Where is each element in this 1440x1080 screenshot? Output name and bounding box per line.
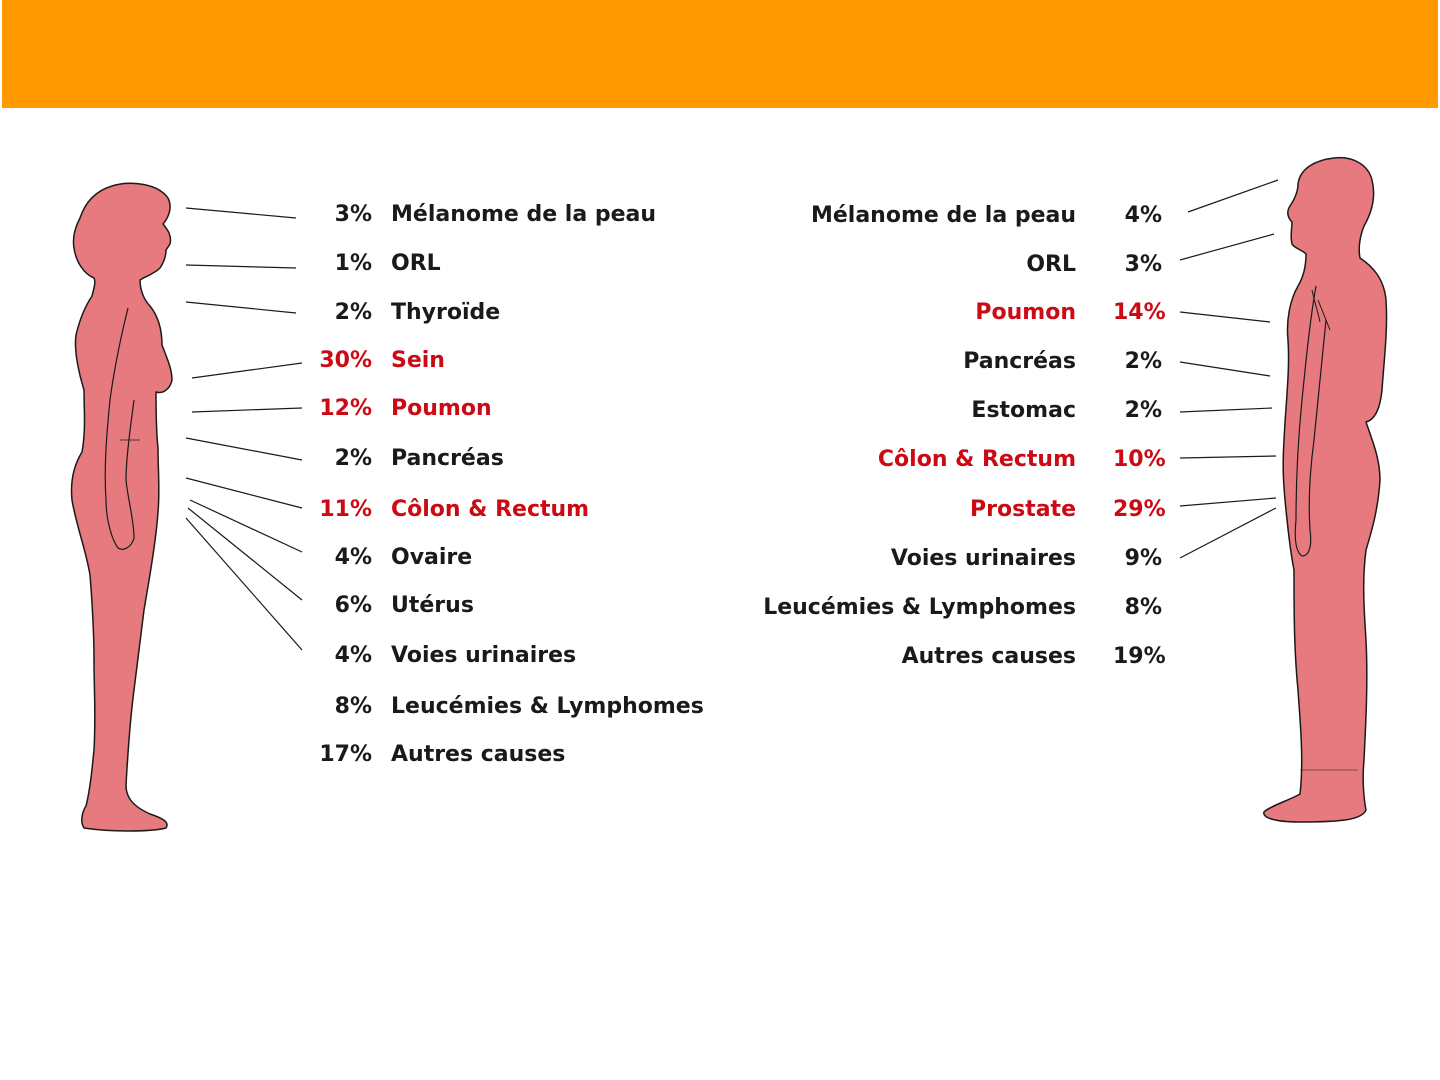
- male-item-pct: 3%: [1124, 251, 1162, 277]
- male-item-label: ORL: [1026, 251, 1076, 277]
- female-item-leucemies: [300, 691, 704, 721]
- female-item-sein: [300, 345, 445, 375]
- female-item-label: Pancréas: [391, 445, 504, 471]
- male-item-poumon: [700, 297, 1166, 327]
- female-item-pct: 17%: [319, 741, 372, 767]
- female-item-pct: 2%: [334, 299, 372, 325]
- male-item-pct: 29%: [1113, 496, 1166, 522]
- leader-line: [190, 500, 302, 552]
- female-item-colon-rectum: [300, 494, 589, 524]
- leader-line: [1180, 312, 1270, 322]
- male-item-pct: 9%: [1124, 545, 1162, 571]
- female-item-pct: 8%: [334, 693, 372, 719]
- female-item-label: Utérus: [391, 592, 474, 618]
- female-body-silhouette: [71, 183, 172, 831]
- male-item-label: Poumon: [975, 299, 1076, 325]
- male-item-pct: 19%: [1113, 643, 1166, 669]
- male-item-orl: [700, 249, 1162, 279]
- male-item-label: Pancréas: [963, 348, 1076, 374]
- female-item-autres: [300, 739, 565, 769]
- female-item-pancreas: [300, 443, 504, 473]
- female-item-pct: 6%: [334, 592, 372, 618]
- male-figure: [1264, 158, 1387, 822]
- leader-line: [1180, 508, 1276, 558]
- male-item-pct: 2%: [1124, 348, 1162, 374]
- male-item-melanome: [700, 200, 1162, 230]
- leader-line: [186, 478, 302, 508]
- leader-line: [186, 518, 302, 650]
- female-item-label: Voies urinaires: [391, 642, 577, 668]
- male-leader-lines: [1180, 180, 1278, 558]
- female-item-pct: 12%: [319, 395, 372, 421]
- male-item-pct: 14%: [1113, 299, 1166, 325]
- male-item-label: Côlon & Rectum: [877, 446, 1076, 472]
- female-item-label: Côlon & Rectum: [391, 496, 590, 522]
- female-item-label: Poumon: [391, 395, 492, 421]
- male-item-pct: 2%: [1124, 397, 1162, 423]
- female-item-poumon: [300, 393, 492, 423]
- male-item-leucemies: [700, 592, 1162, 622]
- leader-line: [186, 438, 302, 460]
- male-item-autres: [700, 641, 1166, 671]
- female-item-pct: 4%: [334, 642, 372, 668]
- female-item-uterus: [300, 590, 474, 620]
- leader-line: [192, 363, 302, 378]
- female-item-voies-urinaires: [300, 640, 576, 670]
- female-item-label: Leucémies & Lymphomes: [391, 693, 704, 719]
- male-item-pancreas: [700, 346, 1162, 376]
- female-item-pct: 2%: [334, 445, 372, 471]
- male-item-label: Prostate: [970, 496, 1076, 522]
- male-item-pct: 4%: [1124, 202, 1162, 228]
- female-item-label: Thyroïde: [391, 299, 501, 325]
- female-item-orl: [300, 248, 441, 278]
- female-item-pct: 11%: [319, 496, 372, 522]
- leader-line: [186, 265, 296, 268]
- female-item-pct: 30%: [319, 347, 372, 373]
- male-body-silhouette: [1264, 158, 1387, 822]
- male-item-estomac: [700, 395, 1162, 425]
- leader-line: [192, 408, 302, 412]
- male-item-pct: 8%: [1124, 594, 1162, 620]
- female-item-pct: 3%: [334, 201, 372, 227]
- female-item-label: ORL: [391, 250, 441, 276]
- leader-line: [1180, 498, 1276, 506]
- male-item-voies-urinaires: [700, 543, 1162, 573]
- female-item-pct: 4%: [334, 544, 372, 570]
- male-item-colon-rectum: [700, 444, 1166, 474]
- leader-line: [188, 508, 302, 600]
- male-item-label: Voies urinaires: [890, 545, 1076, 571]
- female-item-label: Mélanome de la peau: [391, 201, 657, 227]
- female-item-label: Autres causes: [391, 741, 566, 767]
- leader-line: [1188, 180, 1278, 212]
- male-item-label: Estomac: [971, 397, 1076, 423]
- female-item-ovaire: [300, 542, 472, 572]
- male-item-label: Autres causes: [901, 643, 1076, 669]
- female-item-pct: 1%: [334, 250, 372, 276]
- leader-line: [1180, 456, 1276, 458]
- male-item-prostate: [700, 494, 1166, 524]
- male-item-label: Mélanome de la peau: [810, 202, 1076, 228]
- leader-line: [1180, 234, 1274, 260]
- female-item-melanome: [300, 199, 656, 229]
- female-figure: [71, 183, 172, 831]
- leader-line: [1180, 408, 1272, 412]
- leader-line: [186, 208, 296, 218]
- female-leader-lines: [186, 208, 302, 650]
- female-item-thyroide: [300, 297, 500, 327]
- male-item-pct: 10%: [1113, 446, 1166, 472]
- leader-line: [1180, 362, 1270, 376]
- female-item-label: Sein: [391, 347, 445, 373]
- leader-line: [186, 302, 296, 313]
- male-item-label: Leucémies & Lymphomes: [763, 594, 1076, 620]
- female-item-label: Ovaire: [391, 544, 473, 570]
